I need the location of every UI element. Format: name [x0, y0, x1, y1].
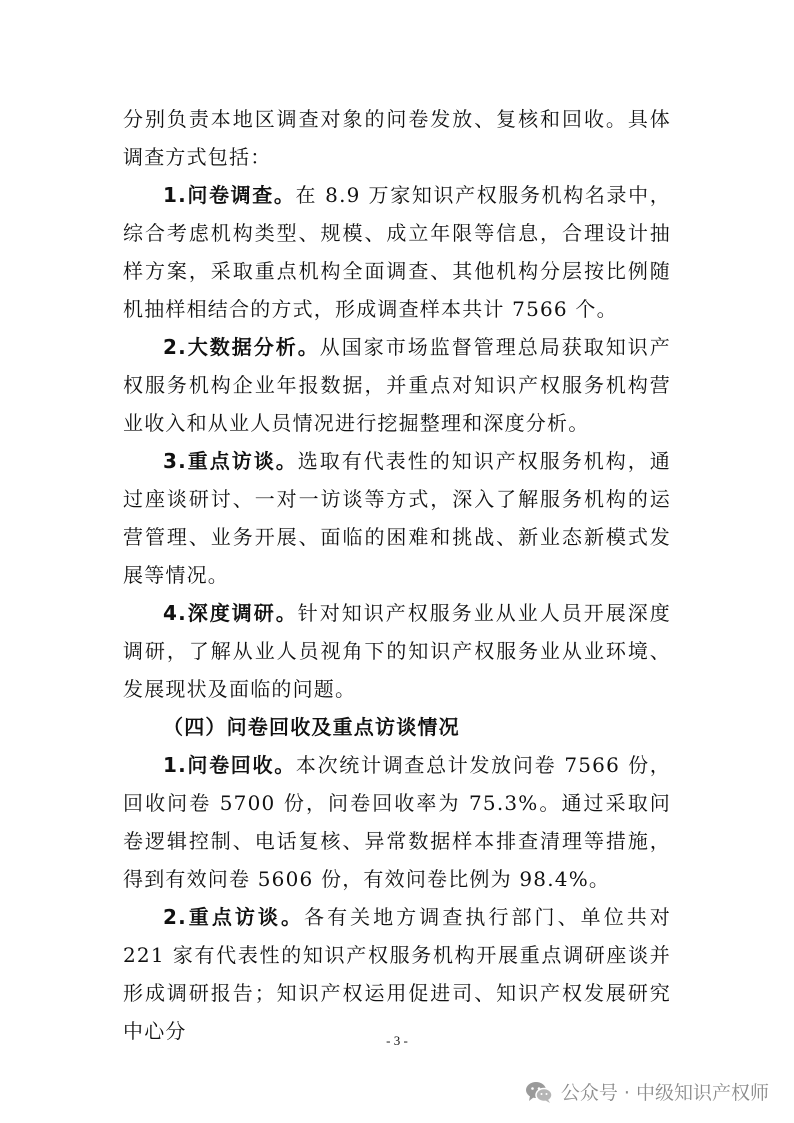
paragraph-lead: 1.问卷回收。 [163, 753, 296, 777]
paragraph-lead: 2.大数据分析。 [163, 335, 320, 359]
paragraph-key-interviews [123, 898, 671, 1050]
paragraph-lead: 2.重点访谈。 [163, 905, 305, 929]
paragraph-interviews [123, 442, 671, 594]
paragraph-intro-text: 分别负责本地区调查对象的问卷发放、复核和回收。具体调查方式包括： [123, 107, 671, 169]
paragraph-big-data [123, 328, 671, 442]
paragraph-survey [123, 176, 671, 328]
page-number: - 3 - [386, 1033, 408, 1048]
paragraph-text: 各有关地方调查执行部门、单位共对 221 家有代表性的知识产权服务机构开展重点调研座谈并形成调研报告；知识产权运用促进司、知识产权发展研究中心分 [123, 905, 671, 1043]
watermark [525, 1078, 769, 1105]
paragraph-text: 针对知识产权服务业从业人员开展深度调研，了解从业人员视角下的知识产权服务业从业环境、发展现状及面临的问题。 [123, 601, 671, 701]
watermark-text: 公众号 · 中级知识产权师 [560, 1082, 769, 1104]
paragraph-text: 在 8.9 万家知识产权服务机构名录中，综合考虑机构类型、规模、成立年限等信息，合理设计抽样方案，采取重点机构全面调查、其他机构分层按比例随机抽样相结合的方式，形成调查样本共计 7566 个。 [123, 183, 671, 321]
paragraph-lead: 1.问卷调查。 [163, 183, 296, 207]
paragraph-text: 从国家市场监督管理总局获取知识产权服务机构企业年报数据，并重点对知识产权服务机构营业收入和从业人员情况进行挖掘整理和深度分析。 [123, 335, 671, 435]
paragraph-deep-research [123, 594, 671, 708]
paragraph-lead: 3.重点访谈。 [163, 449, 298, 473]
paragraph-text: 选取有代表性的知识产权服务机构，通过座谈研讨、一对一访谈等方式，深入了解服务机构的运营管理、业务开展、面临的困难和挑战、新业态新模式发展等情况。 [123, 449, 671, 587]
paragraph-lead: 4.深度调研。 [163, 601, 298, 625]
paragraph-collection [123, 746, 671, 898]
document-body [123, 100, 671, 1050]
paragraph-intro [123, 100, 671, 176]
section-heading: （四）问卷回收及重点访谈情况 [163, 715, 460, 739]
wechat-icon [525, 1080, 553, 1104]
paragraph-text: 本次统计调查总计发放问卷 7566 份，回收问卷 5700 份，问卷回收率为 75.3%。通过采取问卷逻辑控制、电话复核、异常数据样本排查清理等措施，得到有效问卷 5606 份，有效问卷比例为 98.4%。 [123, 753, 671, 891]
